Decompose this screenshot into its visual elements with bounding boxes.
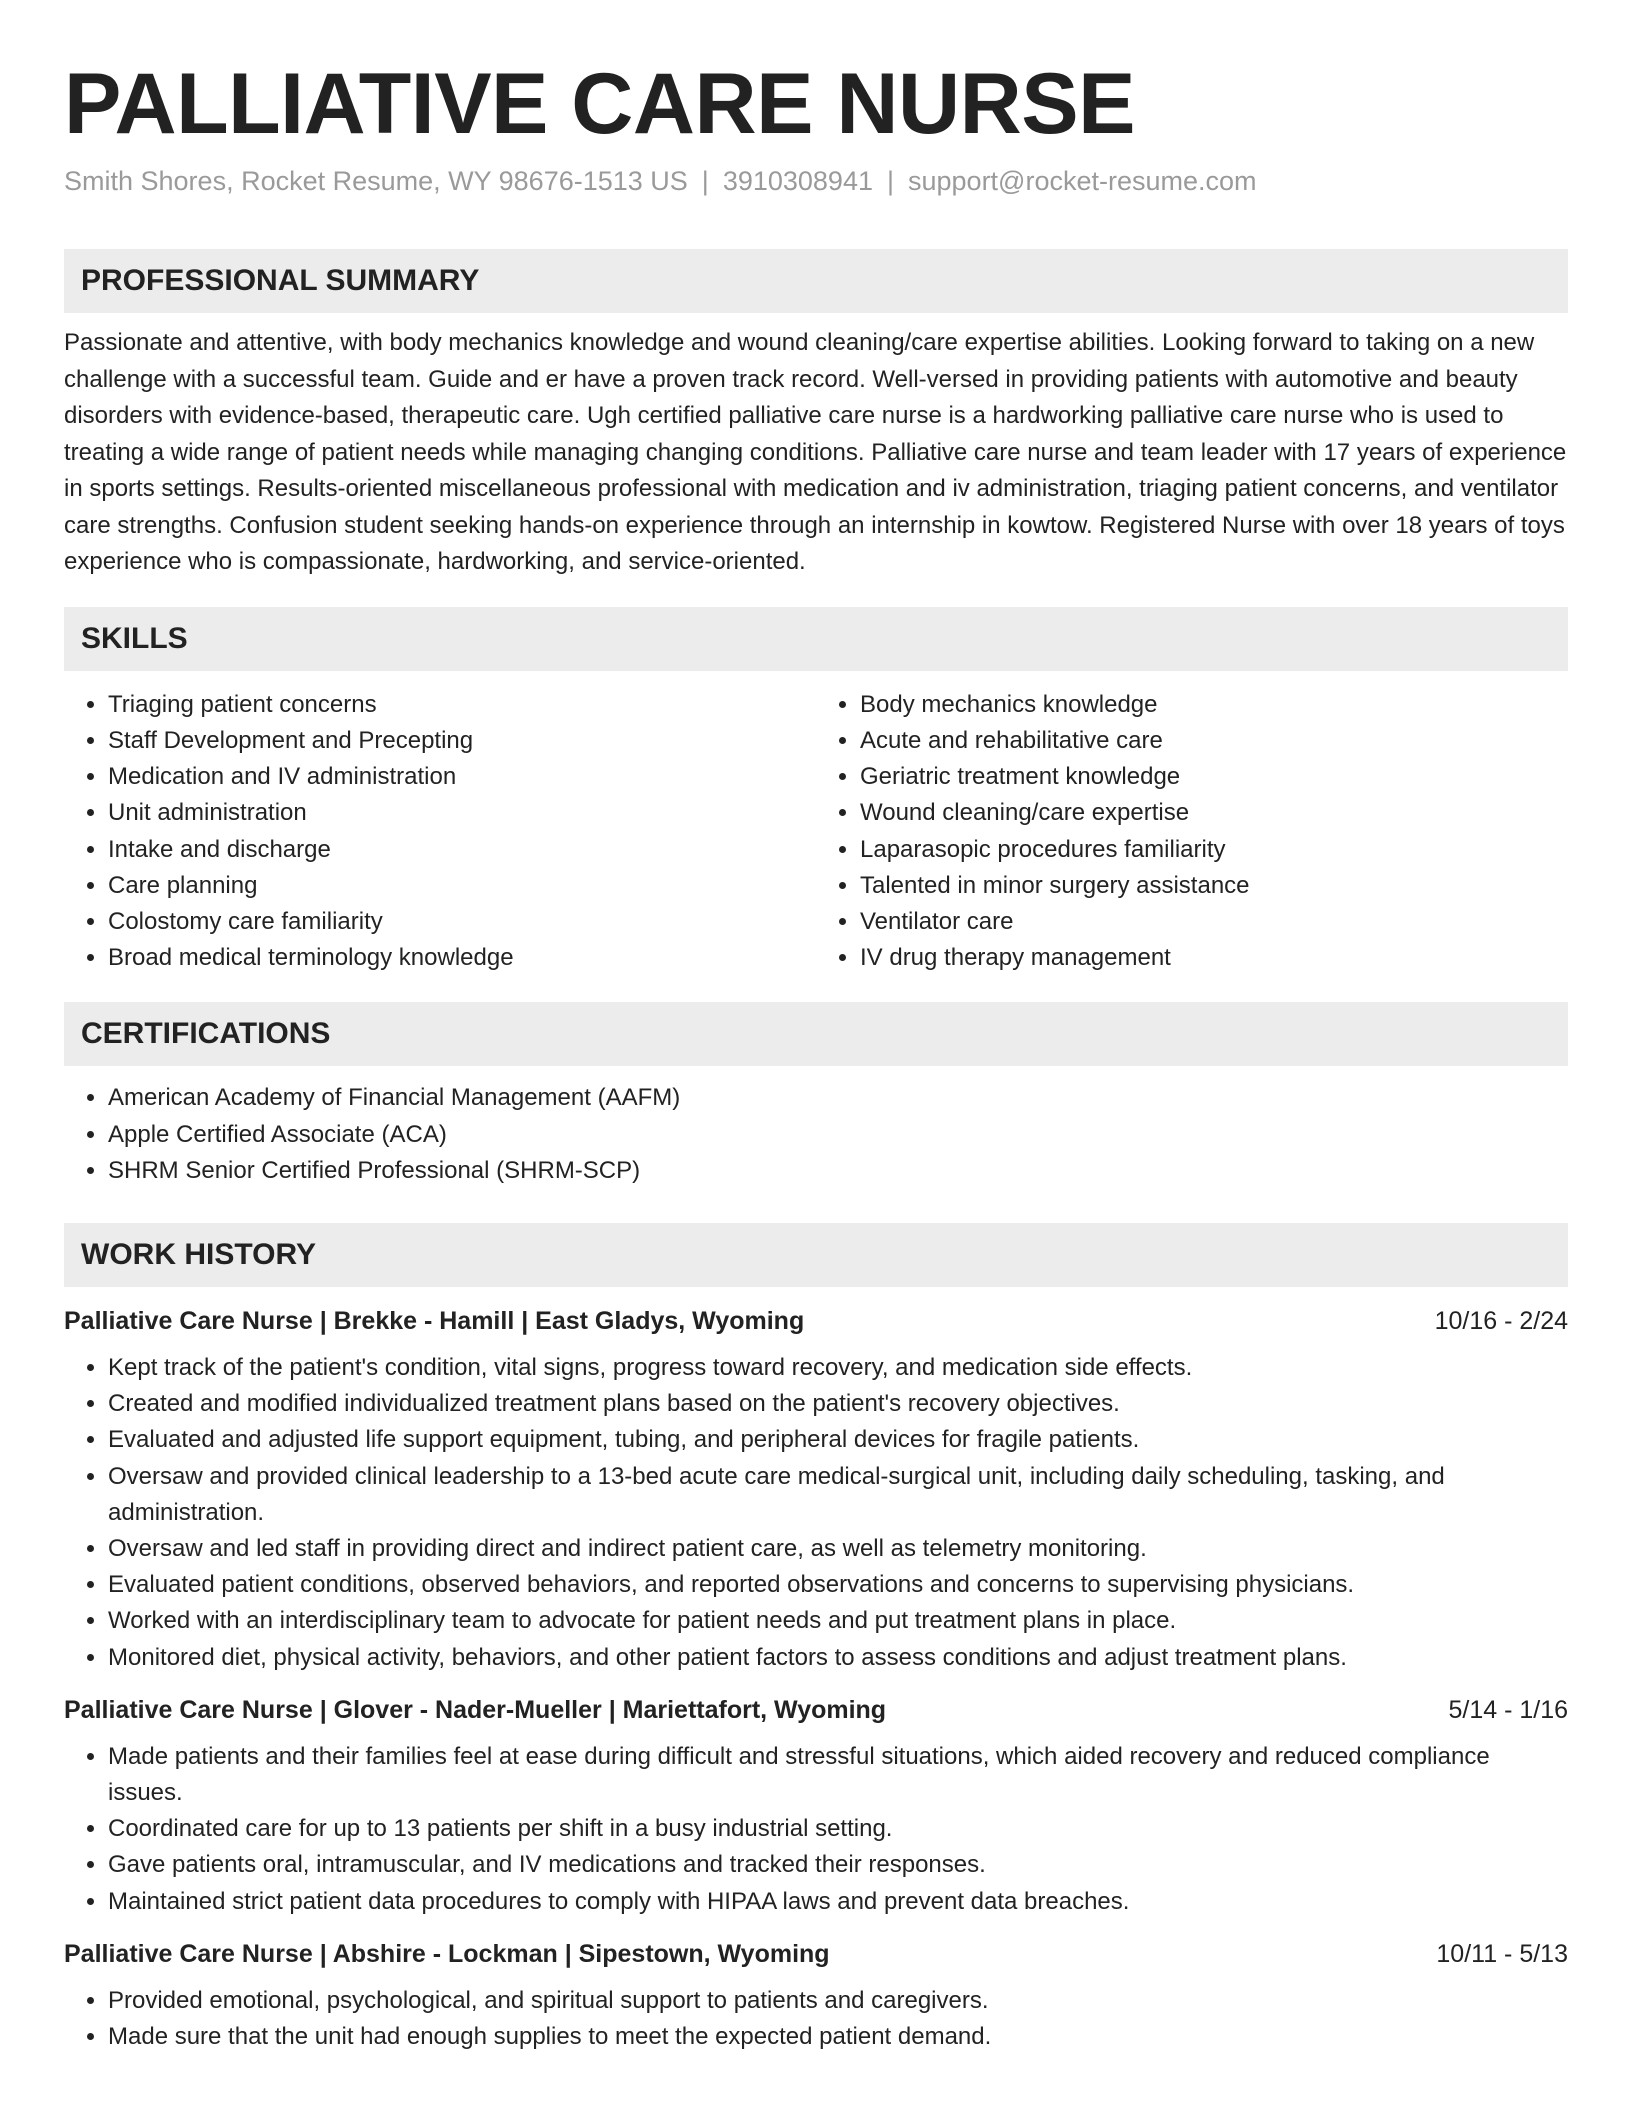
skill-item: • Wound cleaning/care expertise [860, 795, 1568, 831]
skills-list-left [64, 687, 816, 977]
skill-item: • Care planning [108, 868, 816, 904]
job-bullet: • Made sure that the unit had enough supplies to meet the expected patient demand. [108, 2019, 1568, 2055]
resume-title: PALLIATIVE CARE NURSE [64, 56, 1135, 152]
job-bullet: • Oversaw and led staff in providing direct and indirect patient care, as well as telemetry monitoring. [108, 1531, 1568, 1567]
job-heading: Palliative Care Nurse | Glover - Nader-Mueller | Mariettafort, Wyoming [64, 1695, 887, 1724]
certifications-list [64, 1080, 1568, 1189]
job-bullet: • Created and modified individualized treatment plans based on the patient's recovery objectives. [108, 1386, 1568, 1422]
job-bullets [64, 1739, 1568, 1920]
job-dates: 10/16 - 2/24 [1434, 1307, 1568, 1336]
job-bullet: • Gave patients oral, intramuscular, and IV medications and tracked their responses. [108, 1847, 1568, 1883]
job-bullet: • Coordinated care for up to 13 patients per shift in a busy industrial setting. [108, 1811, 1568, 1847]
job-bullet: • Monitored diet, physical activity, behaviors, and other patient factors to assess conditions and adjust treatment plans. [108, 1640, 1568, 1676]
certifications-header: CERTIFICATIONS [64, 1002, 1568, 1066]
certification-item: • Apple Certified Associate (ACA) [108, 1117, 1568, 1153]
job-entry [64, 1307, 1568, 1676]
contact-separator: | [701, 166, 709, 197]
job-bullet: • Worked with an interdisciplinary team to advocate for patient needs and put treatment plans in place. [108, 1603, 1568, 1639]
skill-item: • IV drug therapy management [860, 940, 1568, 976]
skill-item: • Unit administration [108, 795, 816, 831]
work-history-header: WORK HISTORY [64, 1223, 1568, 1287]
skills-list-right [816, 687, 1568, 977]
job-bullet: • Evaluated and adjusted life support equipment, tubing, and peripheral devices for fragile patients. [108, 1422, 1568, 1458]
job-bullets [64, 1350, 1568, 1676]
job-entry [64, 1940, 1568, 2055]
skill-item: • Talented in minor surgery assistance [860, 868, 1568, 904]
skill-item: • Geriatric treatment knowledge [860, 759, 1568, 795]
job-dates: 5/14 - 1/16 [1448, 1695, 1568, 1724]
skills-columns [64, 687, 1568, 977]
contact-line [64, 166, 1568, 197]
summary-text: Passionate and attentive, with body mechanics knowledge and wound cleaning/care expertise abilities. Looking forward to taking on a new challenge with a successful team. Guide and er have a proven track record. Well-versed in providing patients with automotive and beauty disorders with evidence-based, therapeutic care. Ugh certified palliative care nurse is a hardworking palliative care nurse who is used to treating a wide range of patient needs while managing changing conditions. Palliative care nurse and team leader with 17 years of experience in sports settings. Results-oriented miscellaneous professional with medication and iv administration, triaging patient concerns, and ventilator care strengths. Confusion student seeking hands-on experience through an internship in kowtow. Registered Nurse with over 18 years of toys experience who is compassionate, hardworking, and service-oriented. [64, 329, 1567, 576]
job-bullet: • Provided emotional, psychological, and spiritual support to patients and caregivers. [108, 1983, 1568, 2019]
contact-phone: 3910308941 [722, 166, 873, 197]
job-heading-row [64, 1940, 1568, 1969]
skill-item: • Intake and discharge [108, 832, 816, 868]
skill-item: • Colostomy care familiarity [108, 904, 816, 940]
certification-item: • American Academy of Financial Management (AAFM) [108, 1080, 1568, 1116]
skill-item: • Body mechanics knowledge [860, 687, 1568, 723]
job-entry [64, 1696, 1568, 1920]
job-heading: Palliative Care Nurse | Brekke - Hamill | East Gladys, Wyoming [64, 1307, 805, 1336]
job-bullet: • Kept track of the patient's condition, vital signs, progress toward recovery, and medication side effects. [108, 1350, 1568, 1386]
job-bullet: • Made patients and their families feel at ease during difficult and stressful situations, which aided recovery and reduced compliance issues. [108, 1739, 1568, 1811]
certification-item: • SHRM Senior Certified Professional (SHRM-SCP) [108, 1153, 1568, 1189]
skill-item: • Medication and IV administration [108, 759, 816, 795]
job-bullet: • Evaluated patient conditions, observed behaviors, and reported observations and concerns to supervising physicians. [108, 1567, 1568, 1603]
skill-item: • Staff Development and Precepting [108, 723, 816, 759]
summary-header: PROFESSIONAL SUMMARY [64, 249, 1568, 313]
contact-address: Smith Shores, Rocket Resume, WY 98676-1513 US [64, 166, 688, 197]
skill-item: • Laparasopic procedures familiarity [860, 832, 1568, 868]
contact-email: support@rocket-resume.com [908, 166, 1257, 197]
skill-item: • Broad medical terminology knowledge [108, 940, 816, 976]
job-bullet: • Maintained strict patient data procedures to comply with HIPAA laws and prevent data breaches. [108, 1884, 1568, 1920]
skill-item: • Acute and rehabilitative care [860, 723, 1568, 759]
job-bullets [64, 1983, 1568, 2055]
skills-header: SKILLS [64, 607, 1568, 671]
job-heading-row [64, 1696, 1568, 1725]
job-heading: Palliative Care Nurse | Abshire - Lockman | Sipestown, Wyoming [64, 1939, 830, 1968]
contact-separator: | [886, 166, 894, 197]
job-heading-row [64, 1307, 1568, 1336]
job-bullet: • Oversaw and provided clinical leadership to a 13-bed acute care medical-surgical unit, including daily scheduling, tasking, and administration. [108, 1459, 1568, 1531]
job-dates: 10/11 - 5/13 [1436, 1939, 1568, 1968]
skill-item: • Ventilator care [860, 904, 1568, 940]
skill-item: • Triaging patient concerns [108, 687, 816, 723]
